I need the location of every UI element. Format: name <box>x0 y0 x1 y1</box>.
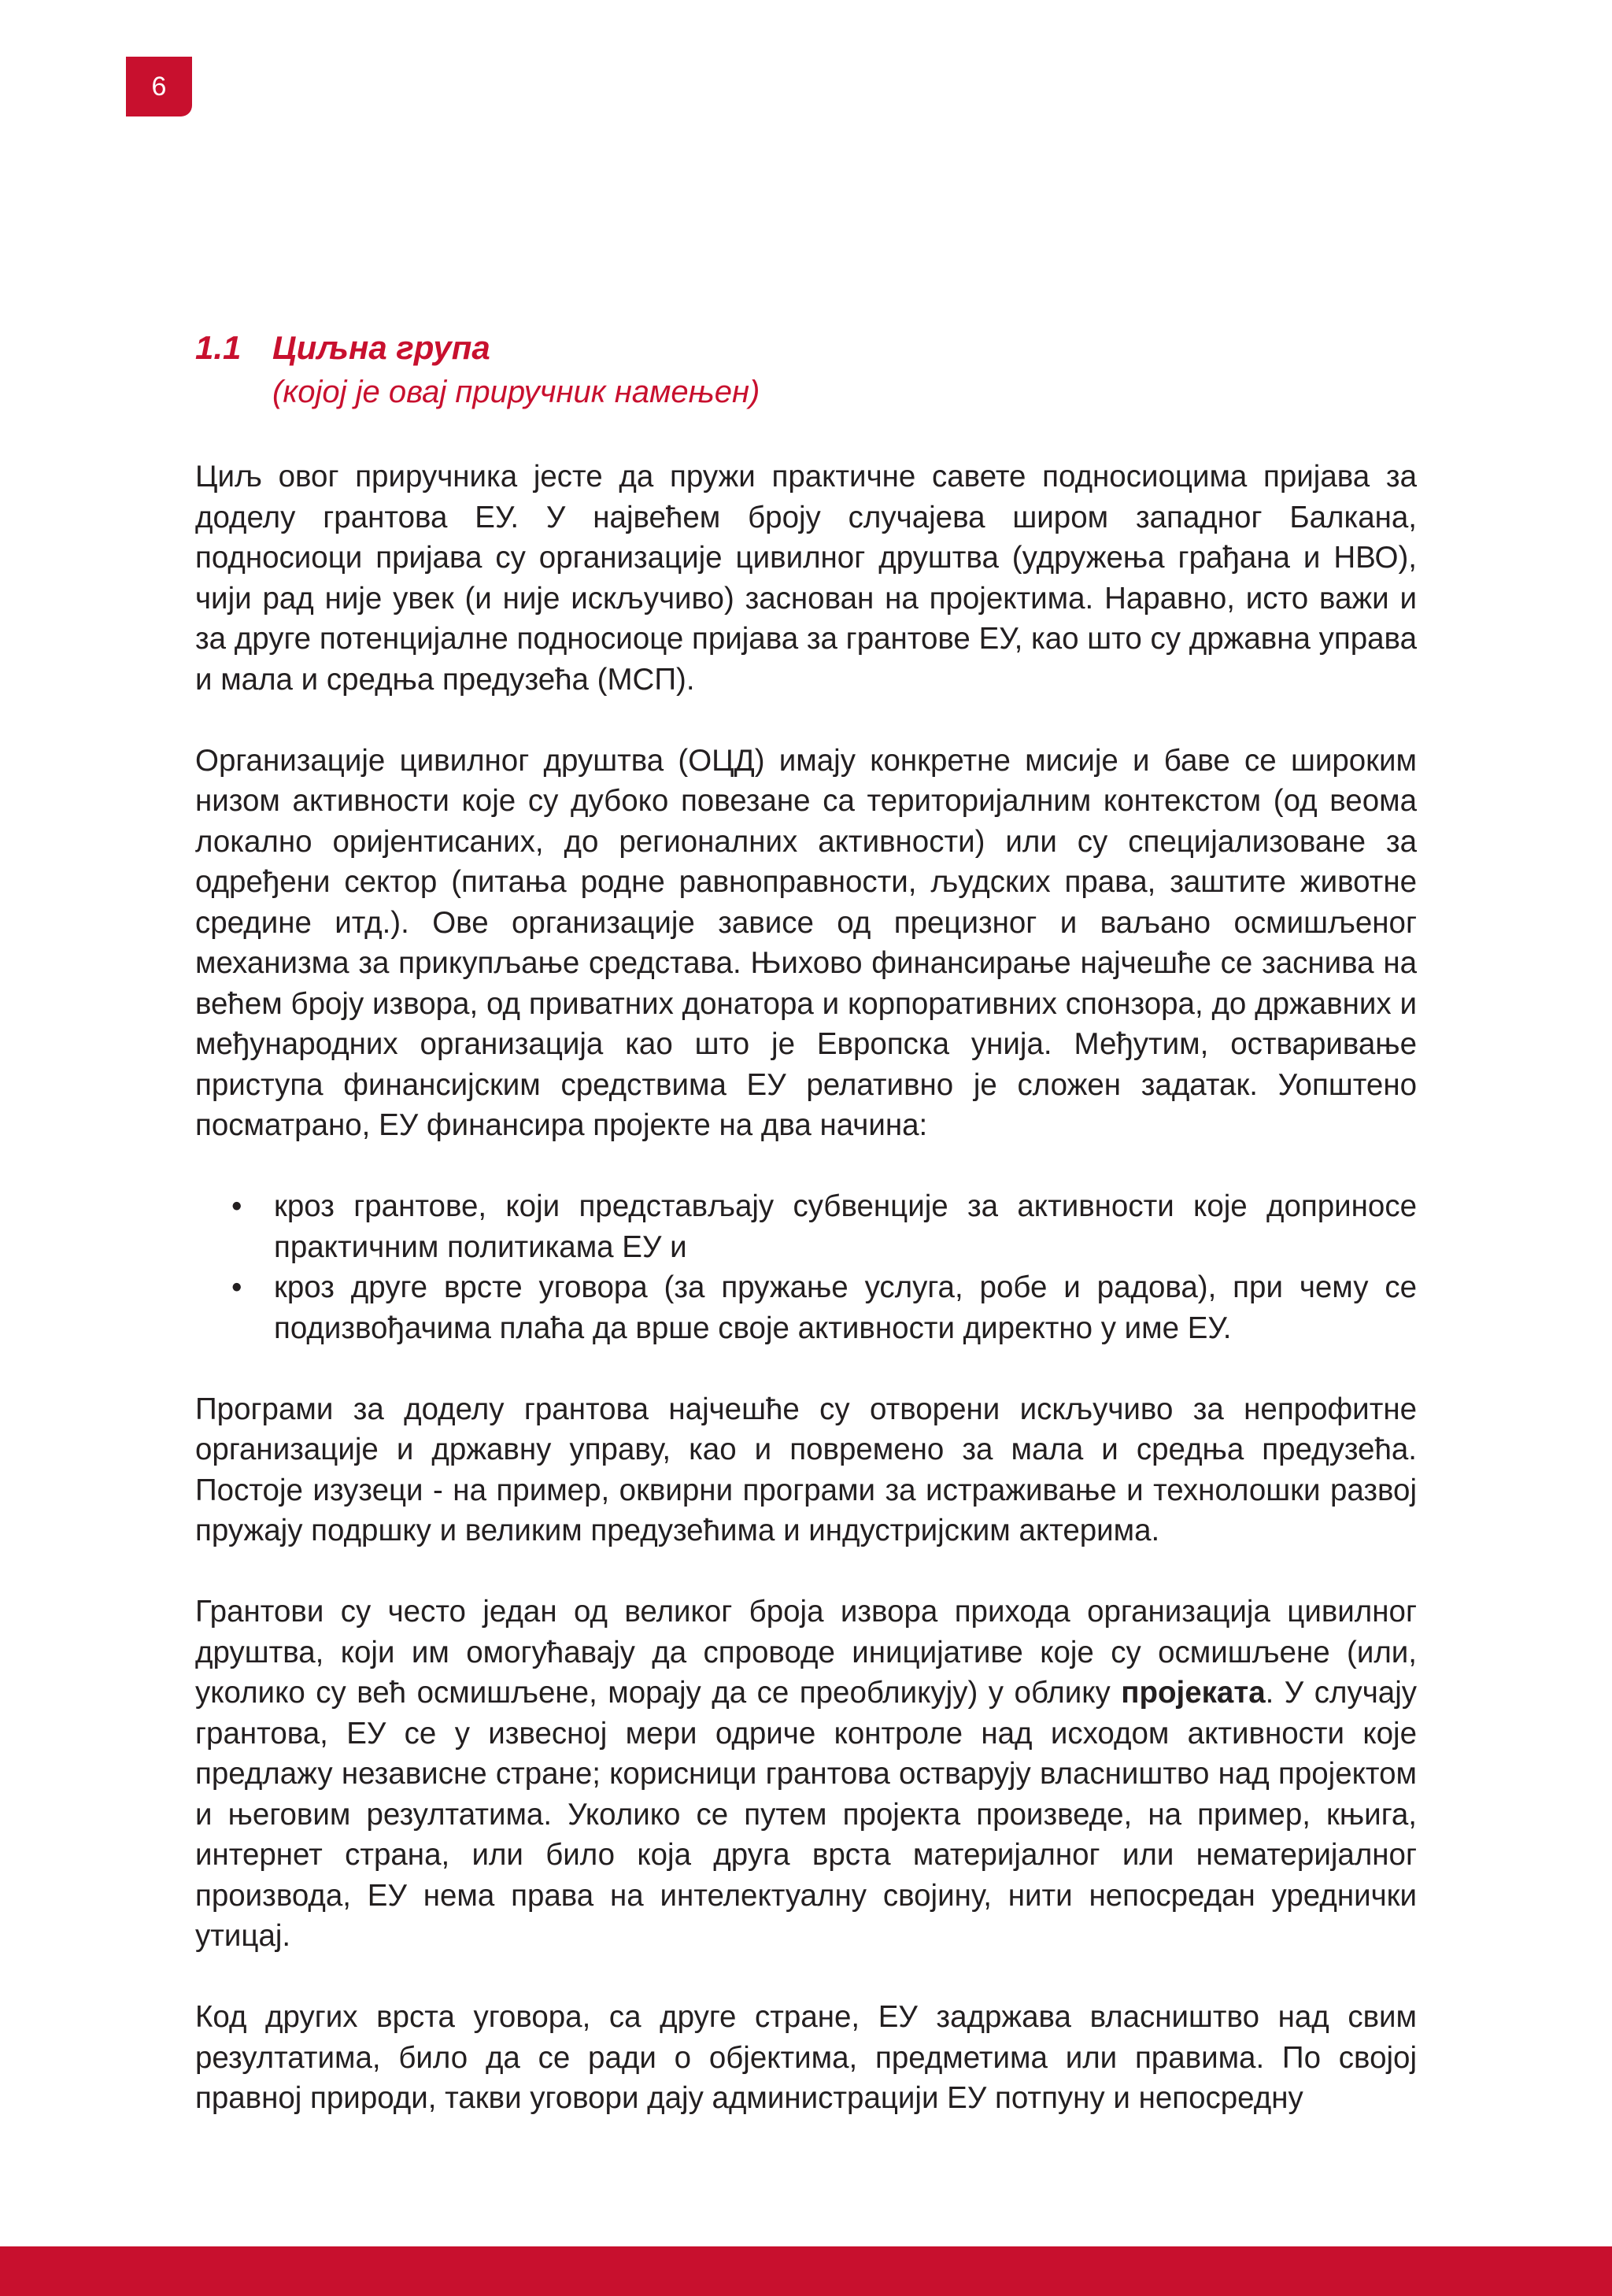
page-number-badge <box>126 57 192 116</box>
paragraph-3: Програми за доделу грантова најчешће су отворени искључиво за непрофитне организације и државну управу, као и повремено за мала и средња предузећа. Постоје изузеци - на пример, оквирни програми за истраживање и технолошки развој пружају подршку и великим предузећима и индустријским актерима. <box>195 1392 1417 1547</box>
list-item <box>195 1267 1417 1348</box>
section-title: Циљна група <box>272 329 490 366</box>
list-item-text: кроз друге врсте уговора (за пружање услуга, робе и радова), при чему се подизвођачима плаћа да врше своје активности директно у име ЕУ. <box>274 1270 1417 1345</box>
paragraph-4 <box>195 1592 1417 1957</box>
paragraph-4-bold-term: пројеката <box>1121 1676 1266 1710</box>
list-item-text: кроз грантове, који представљају субвенције за активности које доприносе практичним политикама ЕУ и <box>274 1189 1417 1264</box>
section-subtitle: (којој је овај приручник намењен) <box>272 375 760 409</box>
paragraph-5: Код других врста уговора, са друге стране, ЕУ задржава власништво над свим резултатима, било да се ради о објектима, предметима или правима. По својој правној природи, такви уговори дају администрацији ЕУ потпуну и непосредну <box>195 2000 1417 2115</box>
paragraph-2: Организације цивилног друштва (ОЦД) имају конкретне мисије и баве се широким низом активности које су дубоко повезане са територијалним контекстом (од веома локално оријентисаних, до регионалних активности) или су специјализоване за одређени сектор (питања родне равноправности, људских права, заштите животне средине итд.). Ове организације зависе од прецизног и ваљано осмишљеног механизма за прикупљање средстава. Њихово финансирање најчешће се заснива на већем броју извора, од приватних донатора и корпоративних спонзора, до државних и међународних организација као што је Европска унија. Међутим, остваривање приступа финансијским средствима ЕУ релативно је сложен задатак. Уопштено посматрано, ЕУ финансира пројекте на два начина: <box>195 743 1417 1142</box>
paragraph-4-text-start: Грантови су често један од великог броја извора прихода организација цивилног друштва, који им омогућавају да спроводе иницијативе које су осмишљене (или, уколико су већ осмишљене, морају да се преобликују) у облику <box>195 1595 1417 1710</box>
section-heading <box>195 326 1423 414</box>
bullet-list <box>195 1186 1417 1348</box>
page-number: 6 <box>151 71 167 102</box>
body-text <box>195 457 1417 2159</box>
bullet-icon: • <box>231 1270 242 1304</box>
footer-bar <box>0 2246 1612 2296</box>
bullet-icon: • <box>231 1189 242 1223</box>
list-item <box>195 1186 1417 1267</box>
section-number: 1.1 <box>195 329 242 366</box>
paragraph-4-text-end: . У случају грантова, ЕУ се у извесној мери одриче контроле над исходом активности које предлажу независне стране; корисници грантова остварују власништво над пројектом и његовим резултатима. Уколико се путем пројекта произведе, на пример, књига, интернет страна, или било која друга врста материјалног или нематеријалног производа, ЕУ нема права на интелектуалну својину, нити непосредан уреднички утицај. <box>195 1676 1417 1953</box>
paragraph-1: Циљ овог приручника јесте да пружи практичне савете подносиоцима пријава за доделу грантова ЕУ. У највећем броју случајева широм западног Балкана, подносиоци пријава су организације цивилног друштва (удружења грађана и НВО), чији рад није увек (и није искључиво) заснован на пројектима. Наравно, исто важи и за друге потенцијалне подносиоце пријава за грантове ЕУ, као што су државна управа и мала и средња предузећа (МСП). <box>195 460 1417 697</box>
